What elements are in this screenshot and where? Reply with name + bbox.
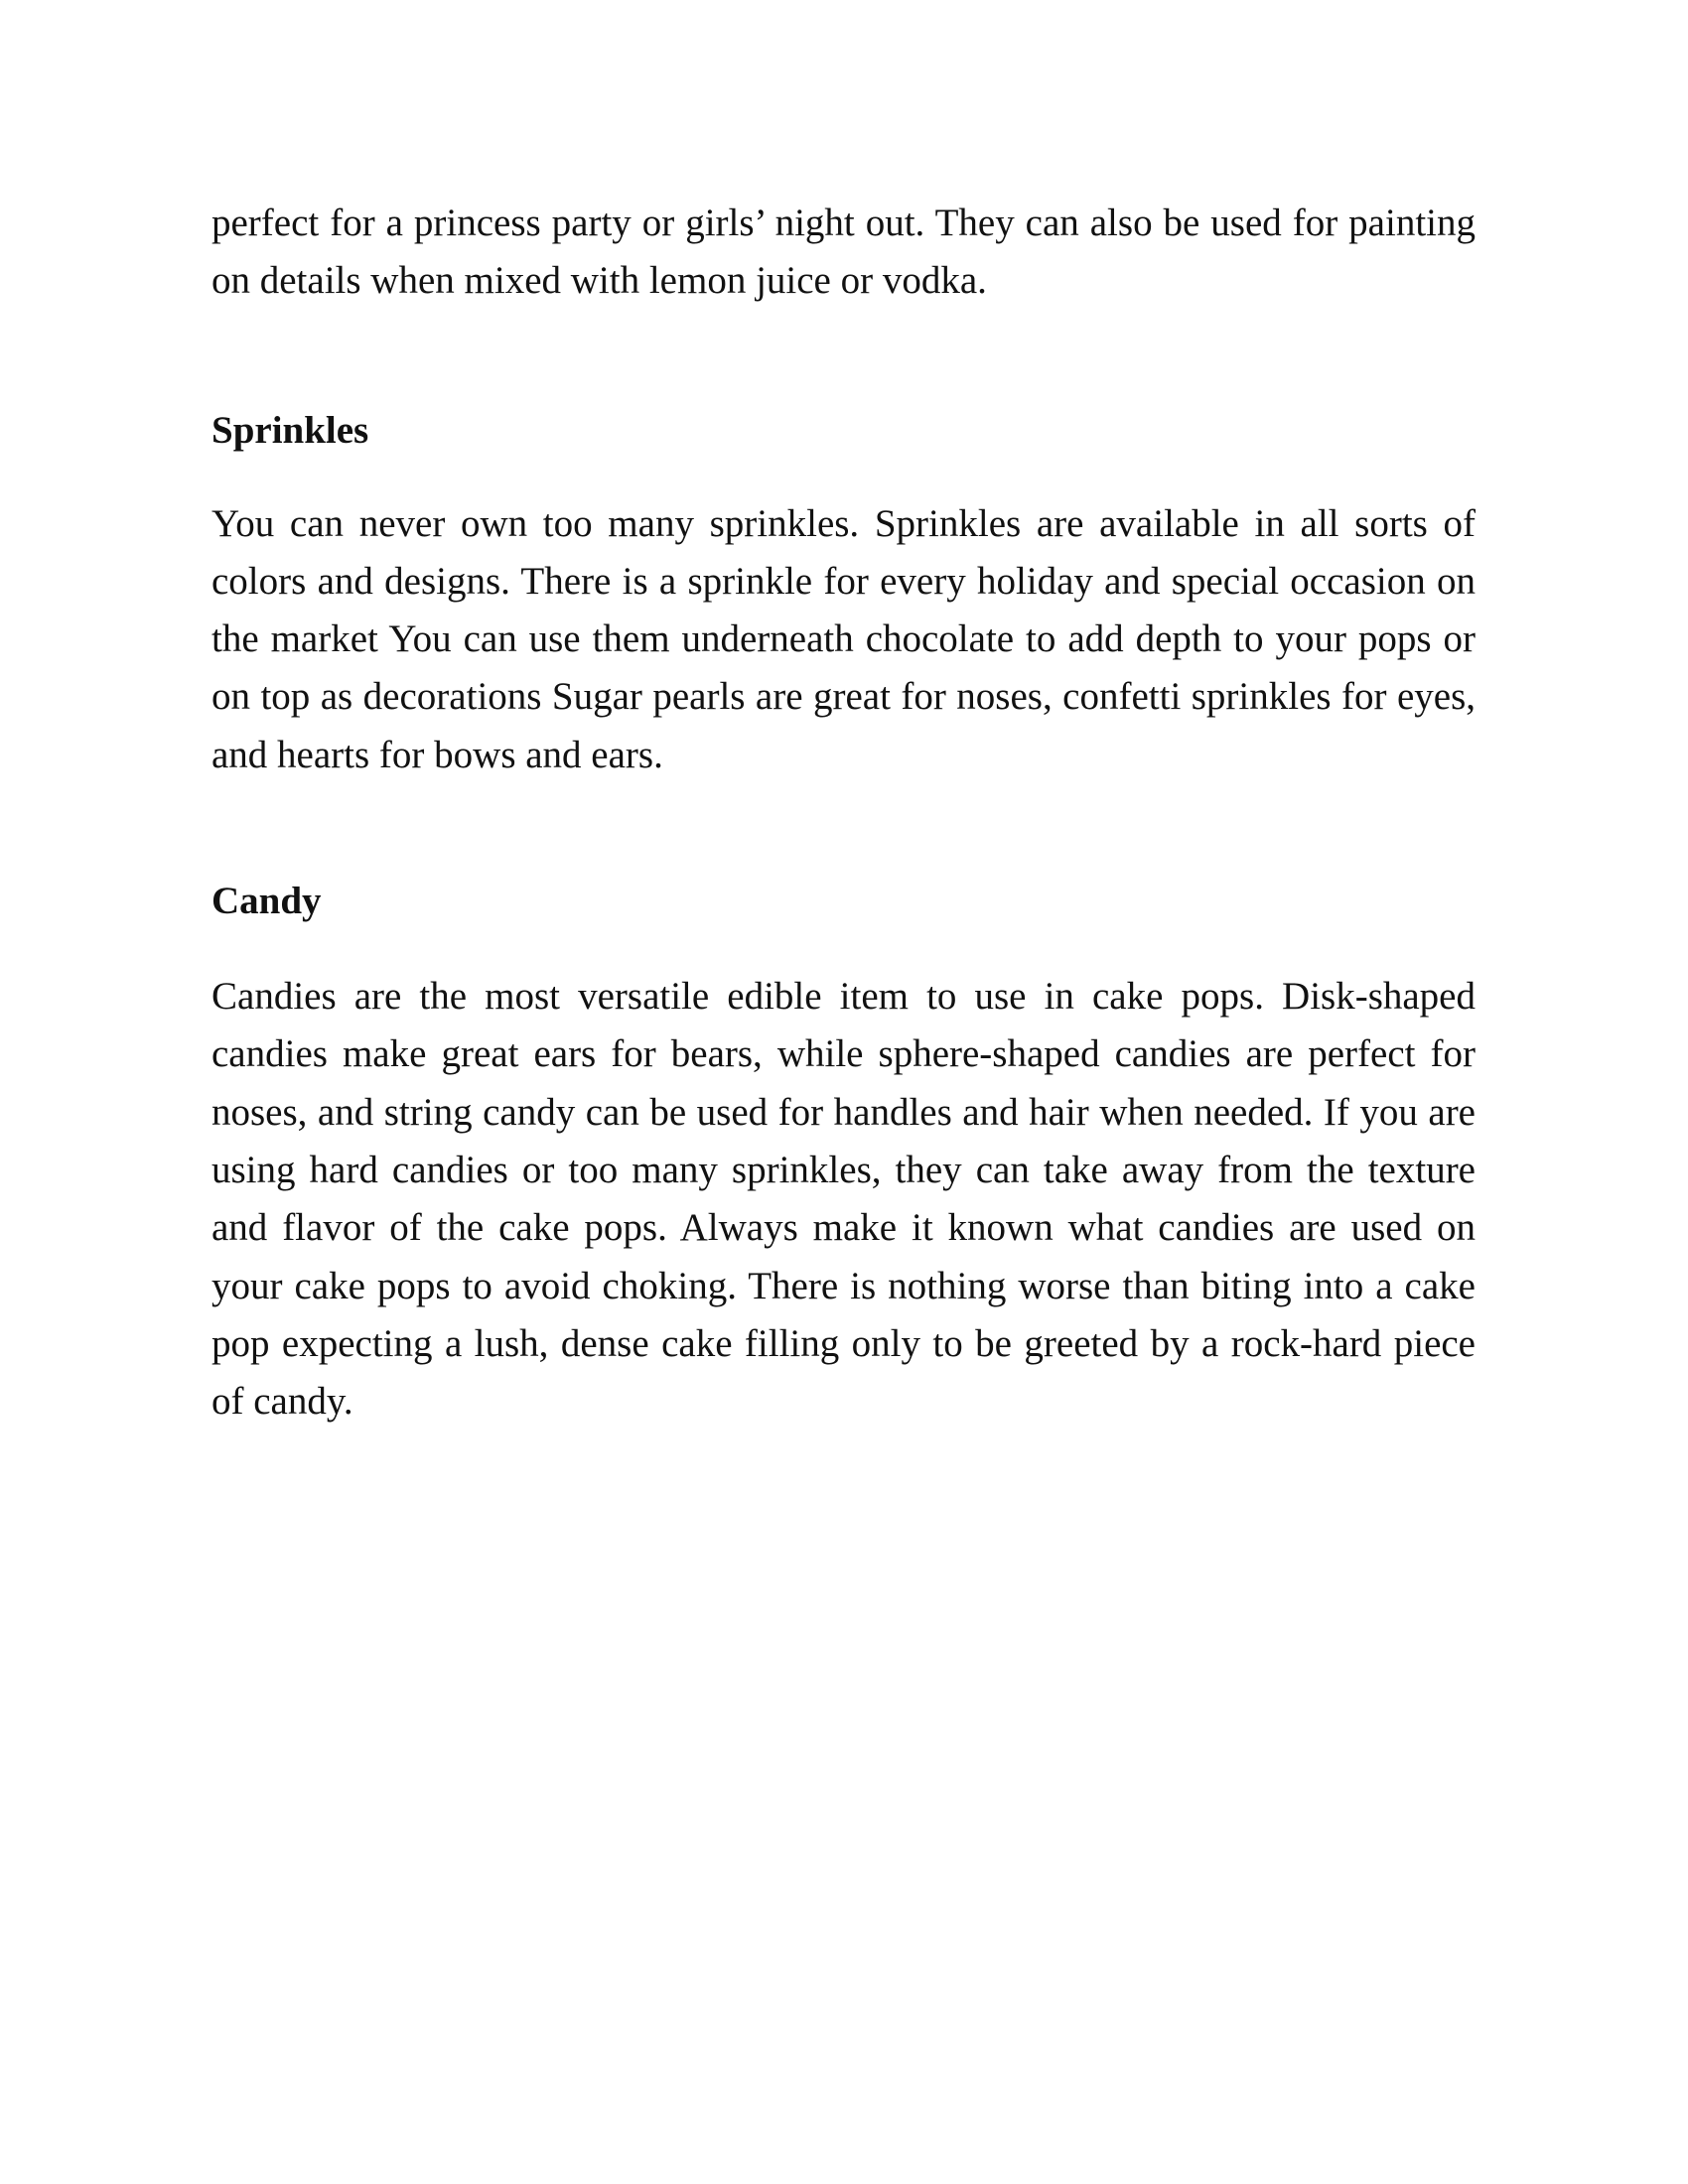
intro-paragraph: perfect for a princess party or girls’ night out. They can also be used for painting on details when mixed with lemon juice or vodka. — [211, 202, 1476, 303]
section-body-sprinkles: You can never own too many sprinkles. Sprinkles are available in all sorts of colors and designs. There is a sprinkle for every holiday and special occasion on the market You can use them underneath chocolate to add depth to your pops or on top as decorations Sugar pearls are great for noses, confetti sprinkles for eyes, and hearts for bows and ears. — [211, 501, 1476, 776]
section-heading-candy: Candy — [211, 880, 322, 923]
document-page — [211, 195, 1476, 1431]
section-body-candy: Candies are the most versatile edible item to use in cake pops. Disk-shaped candies make great ears for bears, while sphere-shaped candies are perfect for noses, and string candy can be used for handles and hair when needed. If you are using hard candies or too many sprinkles, they can take away from the texture and flavor of the cake pops. Always make it known what candies are used on your cake pops to avoid choking. There is nothing worse than biting into a cake pop expecting a lush, dense cake filling only to be greeted by a rock-hard piece of candy. — [211, 975, 1476, 1424]
section-heading-sprinkles: Sprinkles — [211, 408, 369, 452]
